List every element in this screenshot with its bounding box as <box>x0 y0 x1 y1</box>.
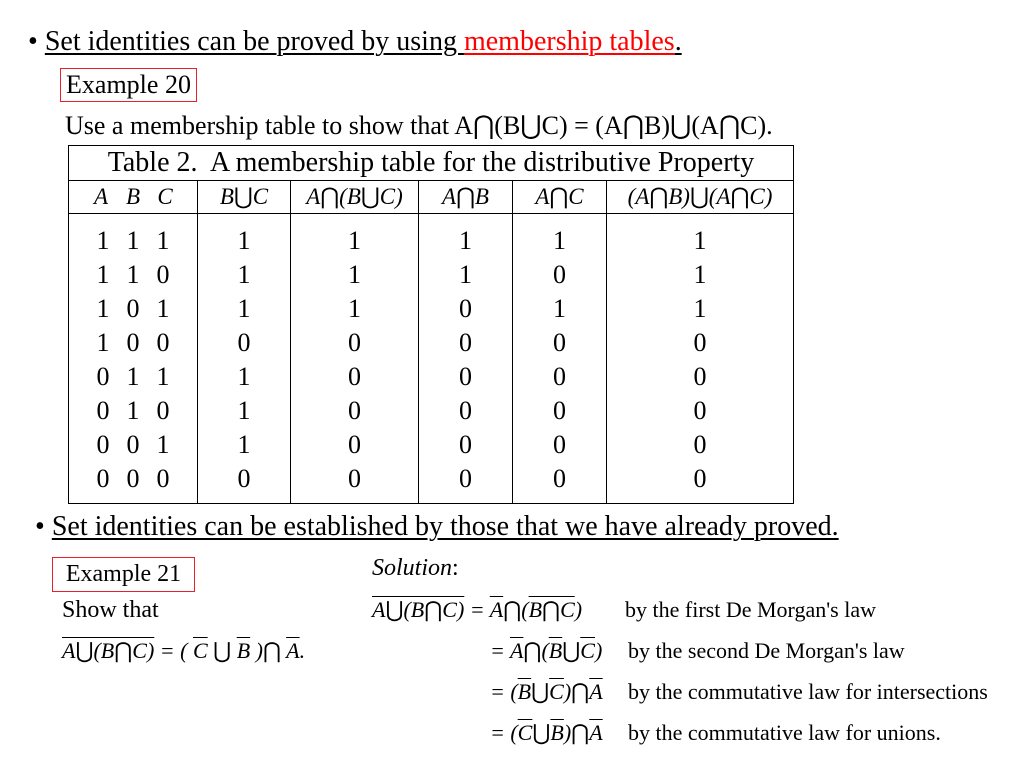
cell-b: 0 <box>126 430 140 459</box>
cell-a: 1 <box>96 294 110 323</box>
cell-value: 0 <box>513 394 607 428</box>
cell-value: 0 <box>607 360 794 394</box>
cell-value: 1 <box>198 428 291 462</box>
cell-b: 1 <box>126 260 140 289</box>
table-row <box>69 214 794 259</box>
solution-label <box>372 554 459 582</box>
header-b: B <box>125 184 141 209</box>
complement-term: $\overline{C}$ <box>517 720 533 745</box>
cell-value: 0 <box>419 292 513 326</box>
cell-abc <box>69 462 198 504</box>
cell-value: 1 <box>607 214 794 259</box>
cell-value: 1 <box>513 214 607 259</box>
cell-value: 1 <box>291 258 419 292</box>
cell-value: 0 <box>607 326 794 360</box>
cell-value: 1 <box>198 292 291 326</box>
header-b-union-c: B⋃C <box>198 181 291 214</box>
formula-term: ⋂( <box>523 638 549 663</box>
cell-c: 0 <box>156 328 170 357</box>
cell-value: 1 <box>607 292 794 326</box>
formula-term: = ( <box>154 638 193 663</box>
cell-c: 0 <box>156 260 170 289</box>
formula-term: ⋃ <box>531 679 550 704</box>
step-1-reason: by the first De Morgan's law <box>625 597 877 622</box>
table-caption: Table 2. A membership table for the distributive Property <box>69 146 794 181</box>
header-a-inter-c: A⋂C <box>513 181 607 214</box>
header-c: C <box>157 184 173 209</box>
cell-value: 1 <box>513 292 607 326</box>
formula-term: . <box>299 638 306 663</box>
cell-value: 1 <box>198 394 291 428</box>
cell-value: 1 <box>607 258 794 292</box>
example-21-statement <box>62 637 305 665</box>
cell-b: 1 <box>126 362 140 391</box>
bullet-membership-tables <box>28 25 682 59</box>
cell-c: 1 <box>156 430 170 459</box>
formula-term: = ( <box>490 720 518 745</box>
cell-value: 0 <box>291 394 419 428</box>
table-row <box>69 428 794 462</box>
cell-a: 1 <box>96 260 110 289</box>
header-result: (A⋂B)⋃(A⋂C) <box>607 181 794 214</box>
cell-value: 1 <box>419 258 513 292</box>
complement-term: $\overline{A}$ <box>489 597 504 622</box>
cell-abc <box>69 214 198 259</box>
table-row <box>69 326 794 360</box>
formula-term: )⋂ <box>563 720 590 745</box>
cell-value: 0 <box>419 394 513 428</box>
example-21-label: Example 21 <box>52 557 195 592</box>
cell-value: 0 <box>419 326 513 360</box>
cell-value: 0 <box>513 428 607 462</box>
formula-term: = <box>464 597 490 622</box>
cell-a: 0 <box>96 396 110 425</box>
cell-value: 1 <box>291 292 419 326</box>
cell-value: 0 <box>513 462 607 504</box>
complement-term: A⋃(B⋂C) <box>372 597 465 622</box>
formula-term: ⋃ <box>532 720 551 745</box>
complement-term: $\overline{B}$ <box>517 679 532 704</box>
table-row <box>69 292 794 326</box>
table-row <box>69 258 794 292</box>
cell-a: 0 <box>96 430 110 459</box>
complement-term: $\overline{C}$ <box>549 679 564 704</box>
solution-step-2 <box>490 637 905 665</box>
step-3-formula <box>490 678 628 706</box>
formula-term: ⋂( <box>503 597 529 622</box>
formula-term: )⋂ <box>563 679 590 704</box>
bullet-period: . <box>674 26 682 57</box>
complement-term: A⋃(B⋂C) <box>62 638 155 663</box>
step-2-reason: by the second De Morgan's law <box>628 638 905 663</box>
table-body <box>69 214 794 504</box>
complement-term: $\overline{C}$ <box>192 638 208 663</box>
cell-value: 0 <box>607 462 794 504</box>
show-that-text: Show that <box>62 597 159 623</box>
example-20-prompt: Use a membership table to show that A⋂(B⋃C) = (A⋂B)⋃(A⋂C). <box>65 111 773 140</box>
highlight-text: membership tables <box>463 26 675 57</box>
cell-b: 0 <box>126 294 140 323</box>
cell-b: 1 <box>126 226 140 255</box>
cell-b: 0 <box>126 328 140 357</box>
table-row <box>69 360 794 394</box>
cell-value: 0 <box>291 326 419 360</box>
step-2-formula <box>490 637 628 665</box>
cell-value: 0 <box>419 360 513 394</box>
formula-term: ) <box>574 597 583 622</box>
cell-value: 0 <box>291 428 419 462</box>
header-a-inter-b: A⋂B <box>419 181 513 214</box>
solution-word: Solution <box>372 555 453 581</box>
table-caption-row <box>69 146 794 181</box>
header-a-inter-b-union-c: A⋂(B⋃C) <box>291 181 419 214</box>
cell-value: 0 <box>607 394 794 428</box>
statement-formula <box>62 638 305 663</box>
step-1-formula <box>372 596 625 624</box>
cell-c: 1 <box>156 294 170 323</box>
cell-abc <box>69 394 198 428</box>
cell-value: 0 <box>513 360 607 394</box>
cell-a: 0 <box>96 464 110 493</box>
bullet-icon: • <box>28 26 38 57</box>
cell-abc <box>69 360 198 394</box>
solution-step-1 <box>372 596 876 624</box>
cell-a: 1 <box>96 328 110 357</box>
cell-value: 0 <box>198 462 291 504</box>
cell-a: 1 <box>96 226 110 255</box>
cell-c: 1 <box>156 362 170 391</box>
table-row <box>69 462 794 504</box>
complement-term: $\overline{B}$ <box>236 638 251 663</box>
table-header-row <box>69 181 794 214</box>
complement-term: $\overline{C}$ <box>580 638 595 663</box>
solution-step-4 <box>490 719 941 747</box>
cell-value: 0 <box>513 258 607 292</box>
bullet-icon: • <box>35 511 45 542</box>
cell-value: 0 <box>419 462 513 504</box>
cell-value: 0 <box>419 428 513 462</box>
cell-c: 0 <box>156 396 170 425</box>
table-row <box>69 394 794 428</box>
complement-term: $\overline{A}$ <box>589 720 603 745</box>
step-4-reason: by the commutative law for unions. <box>628 720 941 745</box>
example-20-label: Example 20 <box>60 68 197 102</box>
complement-term: $\overline{A}$ <box>509 638 524 663</box>
solution-colon: : <box>452 555 459 581</box>
step-3-reason: by the commutative law for intersections <box>628 679 988 704</box>
complement-term: $\overline{B}$ <box>548 638 563 663</box>
cell-value: 0 <box>513 326 607 360</box>
cell-b: 1 <box>126 396 140 425</box>
cell-c: 0 <box>156 464 170 493</box>
bullet-established-identities <box>35 510 839 544</box>
cell-abc <box>69 258 198 292</box>
cell-value: 0 <box>291 462 419 504</box>
formula-term: ⋃ <box>562 638 581 663</box>
cell-value: 0 <box>198 326 291 360</box>
bullet-text: Set identities can be proved by using <box>44 26 464 57</box>
cell-value: 1 <box>198 214 291 259</box>
cell-abc <box>69 428 198 462</box>
cell-abc <box>69 326 198 360</box>
membership-table <box>68 145 794 504</box>
complement-term: B⋂C <box>528 597 575 622</box>
cell-value: 0 <box>291 360 419 394</box>
complement-term: $\overline{A}$ <box>286 638 300 663</box>
header-a: A <box>93 184 109 209</box>
cell-a: 0 <box>96 362 110 391</box>
cell-value: 1 <box>198 258 291 292</box>
complement-term: $\overline{A}$ <box>589 679 603 704</box>
cell-c: 1 <box>156 226 170 255</box>
solution-step-3 <box>490 678 988 706</box>
bullet-text: Set identities can be established by those that we have already proved. <box>51 511 839 542</box>
formula-term: ⋃ <box>207 638 237 663</box>
formula-term: ) <box>594 638 603 663</box>
cell-value: 1 <box>291 214 419 259</box>
cell-value: 1 <box>419 214 513 259</box>
step-4-formula <box>490 719 628 747</box>
cell-value: 0 <box>607 428 794 462</box>
complement-term: $\overline{B}$ <box>550 720 564 745</box>
cell-value: 1 <box>198 360 291 394</box>
cell-b: 0 <box>126 464 140 493</box>
formula-term: )⋂ <box>250 638 287 663</box>
cell-abc <box>69 292 198 326</box>
formula-term: = ( <box>490 679 518 704</box>
header-abc <box>69 181 198 214</box>
formula-term: = <box>490 638 510 663</box>
